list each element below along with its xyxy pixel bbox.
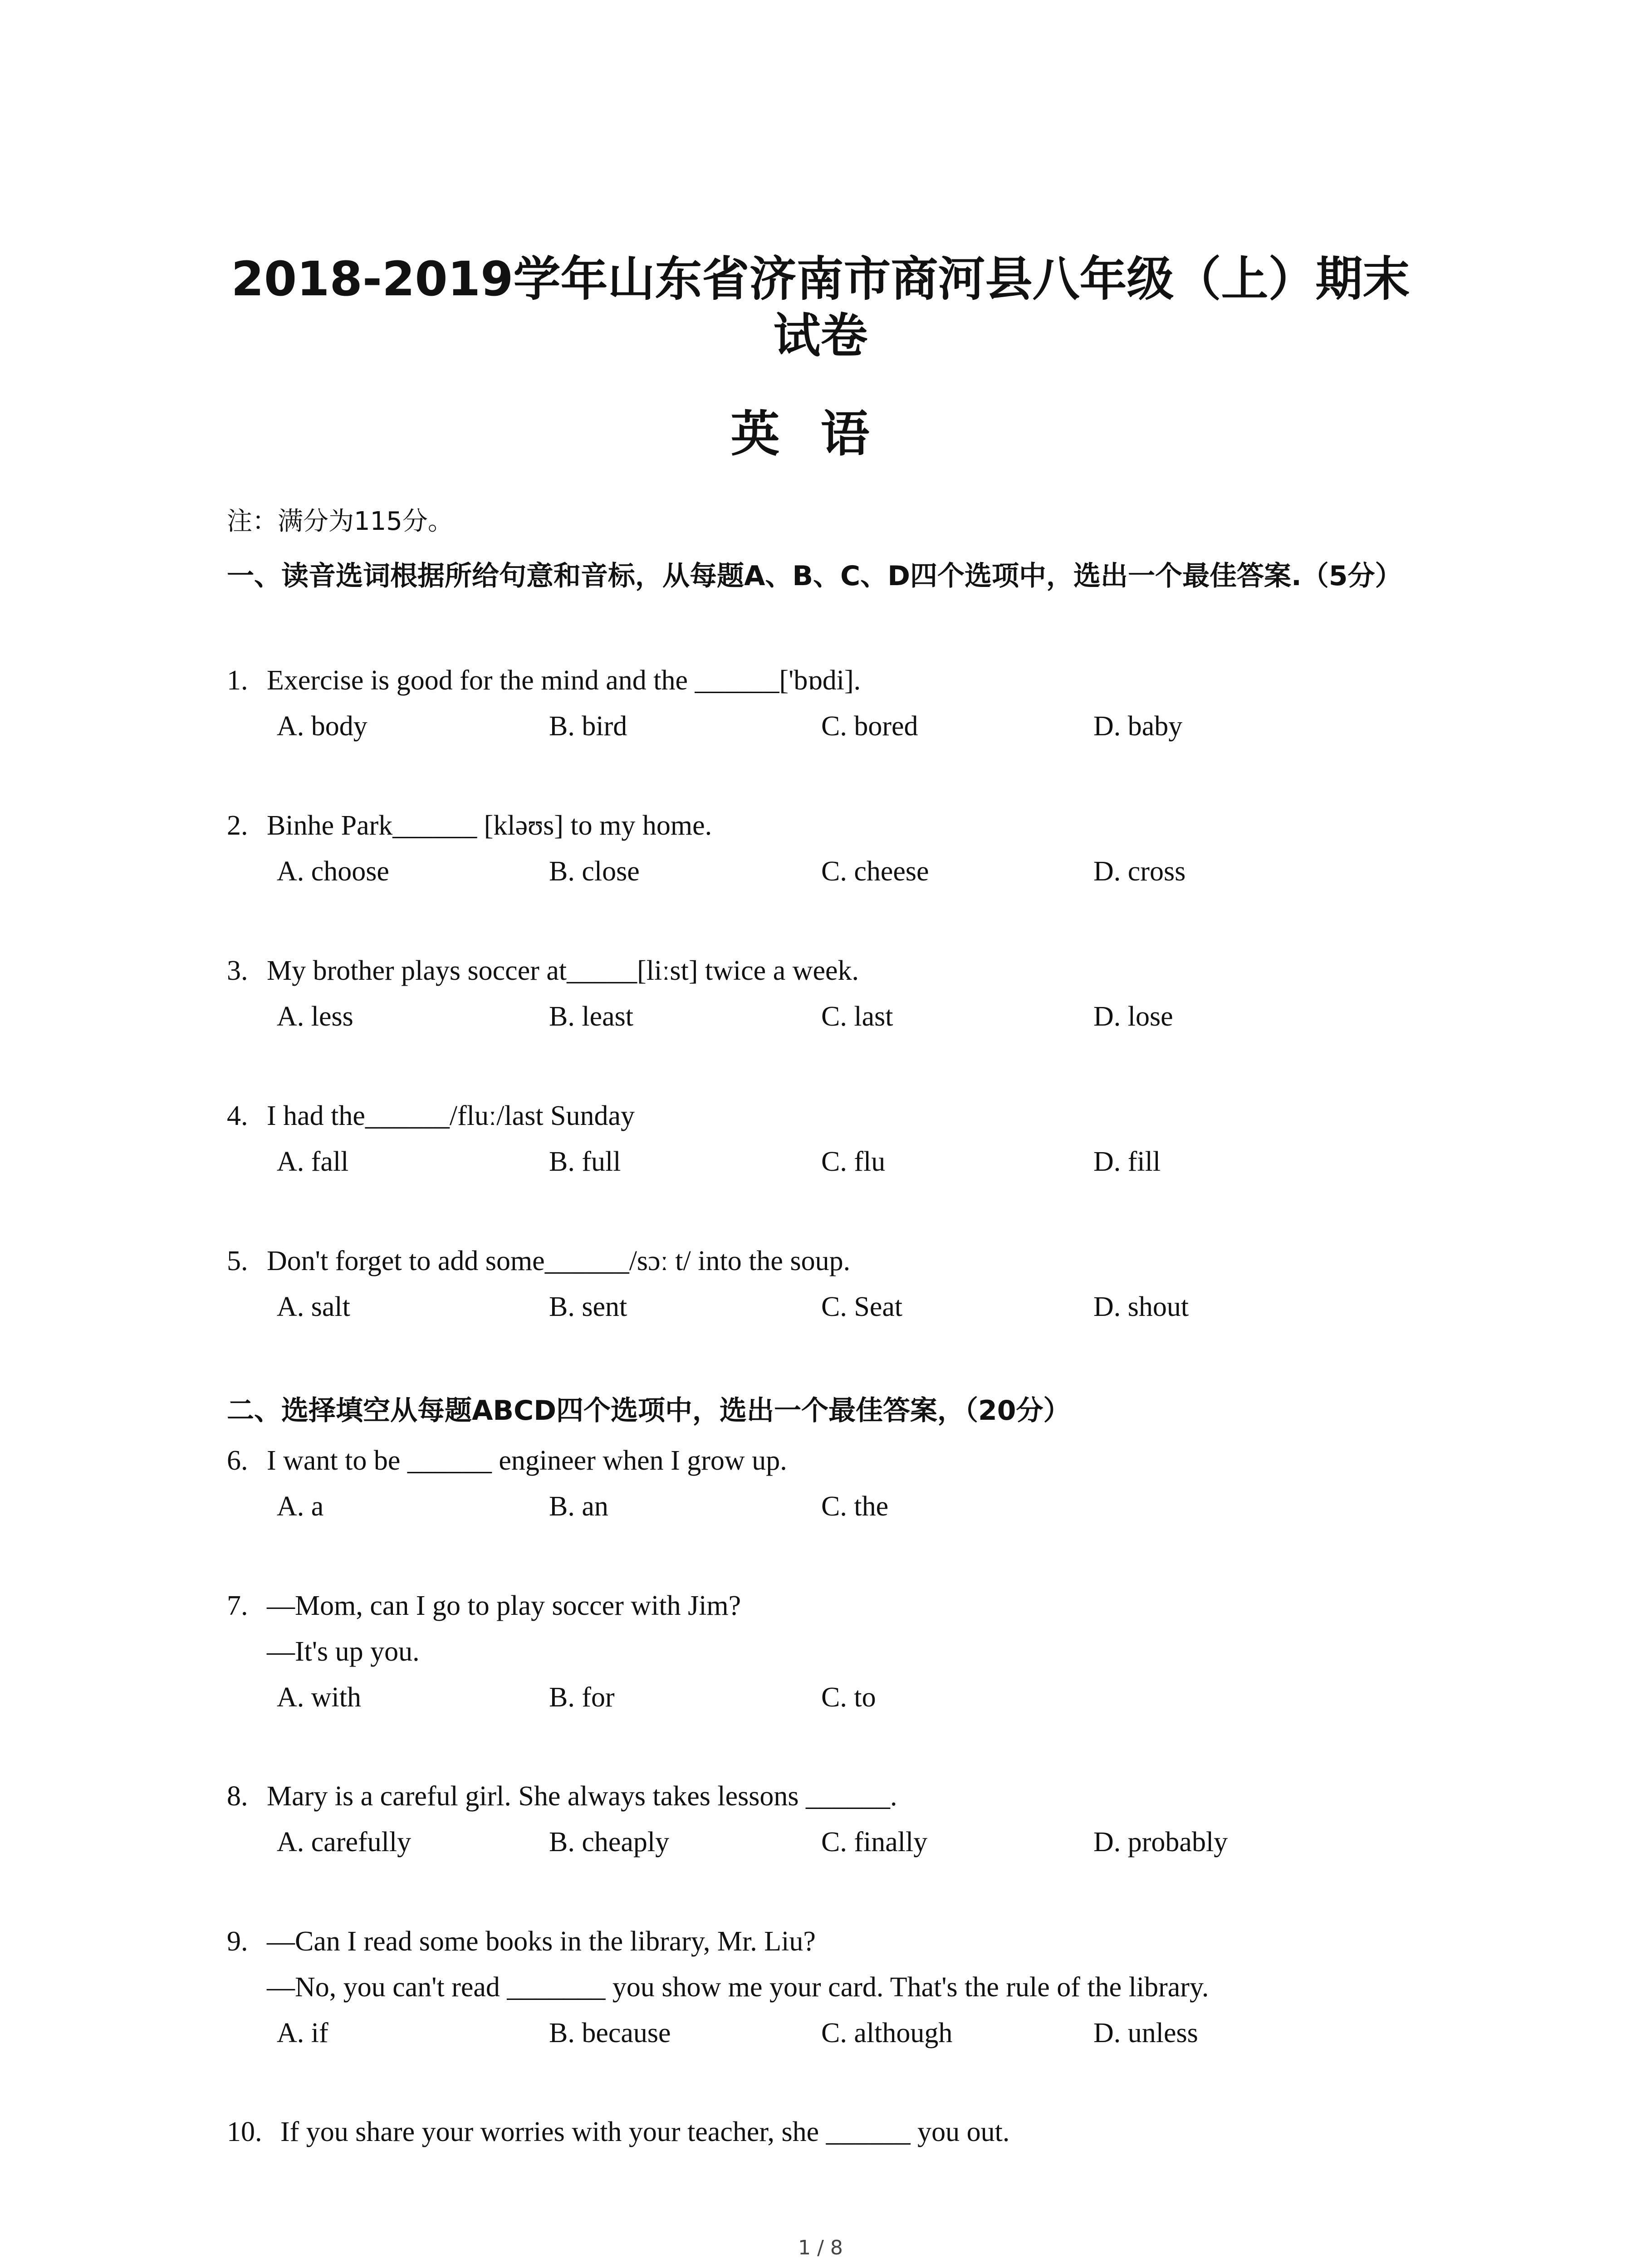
question-stem: —Mom, can I go to play soccer with Jim? (267, 1590, 741, 1621)
option-c: C. finally (821, 1827, 928, 1857)
option-b: B. bird (549, 711, 627, 742)
option-c: C. Seat (821, 1291, 903, 1322)
question-6 (227, 1438, 1452, 1530)
option-d: D. cross (1093, 856, 1186, 887)
question-stem: I had the______/fluː/last Sunday (267, 1100, 635, 1131)
question-number: 4. (227, 1100, 248, 1131)
option-c: C. last (821, 1001, 893, 1032)
exam-title-line2: 试卷 (773, 308, 868, 363)
subject-heading: 英语 (730, 406, 911, 463)
option-c: C. although (821, 2018, 953, 2048)
question-7 (227, 1583, 1452, 1721)
option-a: A. if (277, 2018, 328, 2048)
question-stem: Mary is a careful girl. She always takes lessons ______. (267, 1781, 897, 1812)
section-2-heading: 二、选择填空从每题ABCD四个选项中，选出一个最佳答案，（20分） (227, 1395, 1071, 1427)
option-a: A. salt (277, 1291, 350, 1322)
question-1 (227, 658, 1452, 749)
option-a: A. a (277, 1491, 324, 1522)
option-b: B. an (549, 1491, 608, 1522)
option-c: C. the (821, 1491, 889, 1522)
question-9 (227, 1919, 1452, 2056)
question-stem: Exercise is good for the mind and the ______['bɒdi]. (267, 665, 861, 696)
option-b: B. cheaply (549, 1827, 670, 1857)
question-4 (227, 1093, 1452, 1185)
question-number: 3. (227, 955, 248, 986)
question-stem: Binhe Park______ [kləʊs] to my home. (267, 810, 712, 841)
option-b: B. full (549, 1146, 621, 1177)
question-5 (227, 1238, 1452, 1330)
question-stem-line2: —No, you can't read _______ you show me your card. That's the rule of the library. (267, 1972, 1209, 2003)
option-d: D. shout (1093, 1291, 1189, 1322)
option-c: C. bored (821, 711, 918, 742)
option-a: A. carefully (277, 1827, 411, 1857)
option-d: D. probably (1093, 1827, 1228, 1857)
option-c: C. cheese (821, 856, 929, 887)
question-2 (227, 803, 1452, 894)
question-number: 9. (227, 1926, 248, 1957)
score-note: 注：满分为115分。 (227, 507, 453, 536)
option-c: C. to (821, 1682, 876, 1713)
question-number: 8. (227, 1781, 248, 1812)
question-number: 1. (227, 665, 248, 696)
question-number: 2. (227, 810, 248, 841)
question-number: 10. (227, 2116, 262, 2147)
question-3 (227, 948, 1452, 1040)
option-b: B. least (549, 1001, 633, 1032)
question-stem: My brother plays soccer at_____[liːst] twice a week. (267, 955, 859, 986)
option-b: B. sent (549, 1291, 627, 1322)
exam-title-line1: 2018-2019学年山东省济南市商河县八年级（上）期末 (231, 251, 1410, 307)
question-stem: —Can I read some books in the library, Mr. Liu? (267, 1926, 816, 1957)
option-d: D. lose (1093, 1001, 1173, 1032)
question-number: 7. (227, 1590, 248, 1621)
option-a: A. fall (277, 1146, 349, 1177)
question-stem: If you share your worries with your teacher, she ______ you out. (280, 2116, 1010, 2147)
option-c: C. flu (821, 1146, 886, 1177)
option-d: D. fill (1093, 1146, 1161, 1177)
option-a: A. body (277, 711, 367, 742)
question-stem: I want to be ______ engineer when I grow up. (267, 1445, 787, 1476)
question-number: 6. (227, 1445, 248, 1476)
question-number: 5. (227, 1246, 248, 1276)
question-stem-line2: —It's up you. (267, 1636, 420, 1667)
section-1-heading: 一、读音选词根据所给句意和音标，从每题A、B、C、D四个选项中，选出一个最佳答案.（5分） (227, 560, 1402, 592)
question-8 (227, 1774, 1452, 1865)
option-a: A. with (277, 1682, 361, 1713)
option-b: B. for (549, 1682, 615, 1713)
option-b: B. because (549, 2018, 671, 2048)
page-number: 1 / 8 (798, 2236, 843, 2259)
question-10 (227, 2109, 1452, 2155)
option-a: A. less (277, 1001, 353, 1032)
option-a: A. choose (277, 856, 389, 887)
question-stem: Don't forget to add some______/sɔː t/ into the soup. (267, 1246, 851, 1276)
option-d: D. unless (1093, 2018, 1198, 2048)
option-d: D. baby (1093, 711, 1183, 742)
option-b: B. close (549, 856, 640, 887)
